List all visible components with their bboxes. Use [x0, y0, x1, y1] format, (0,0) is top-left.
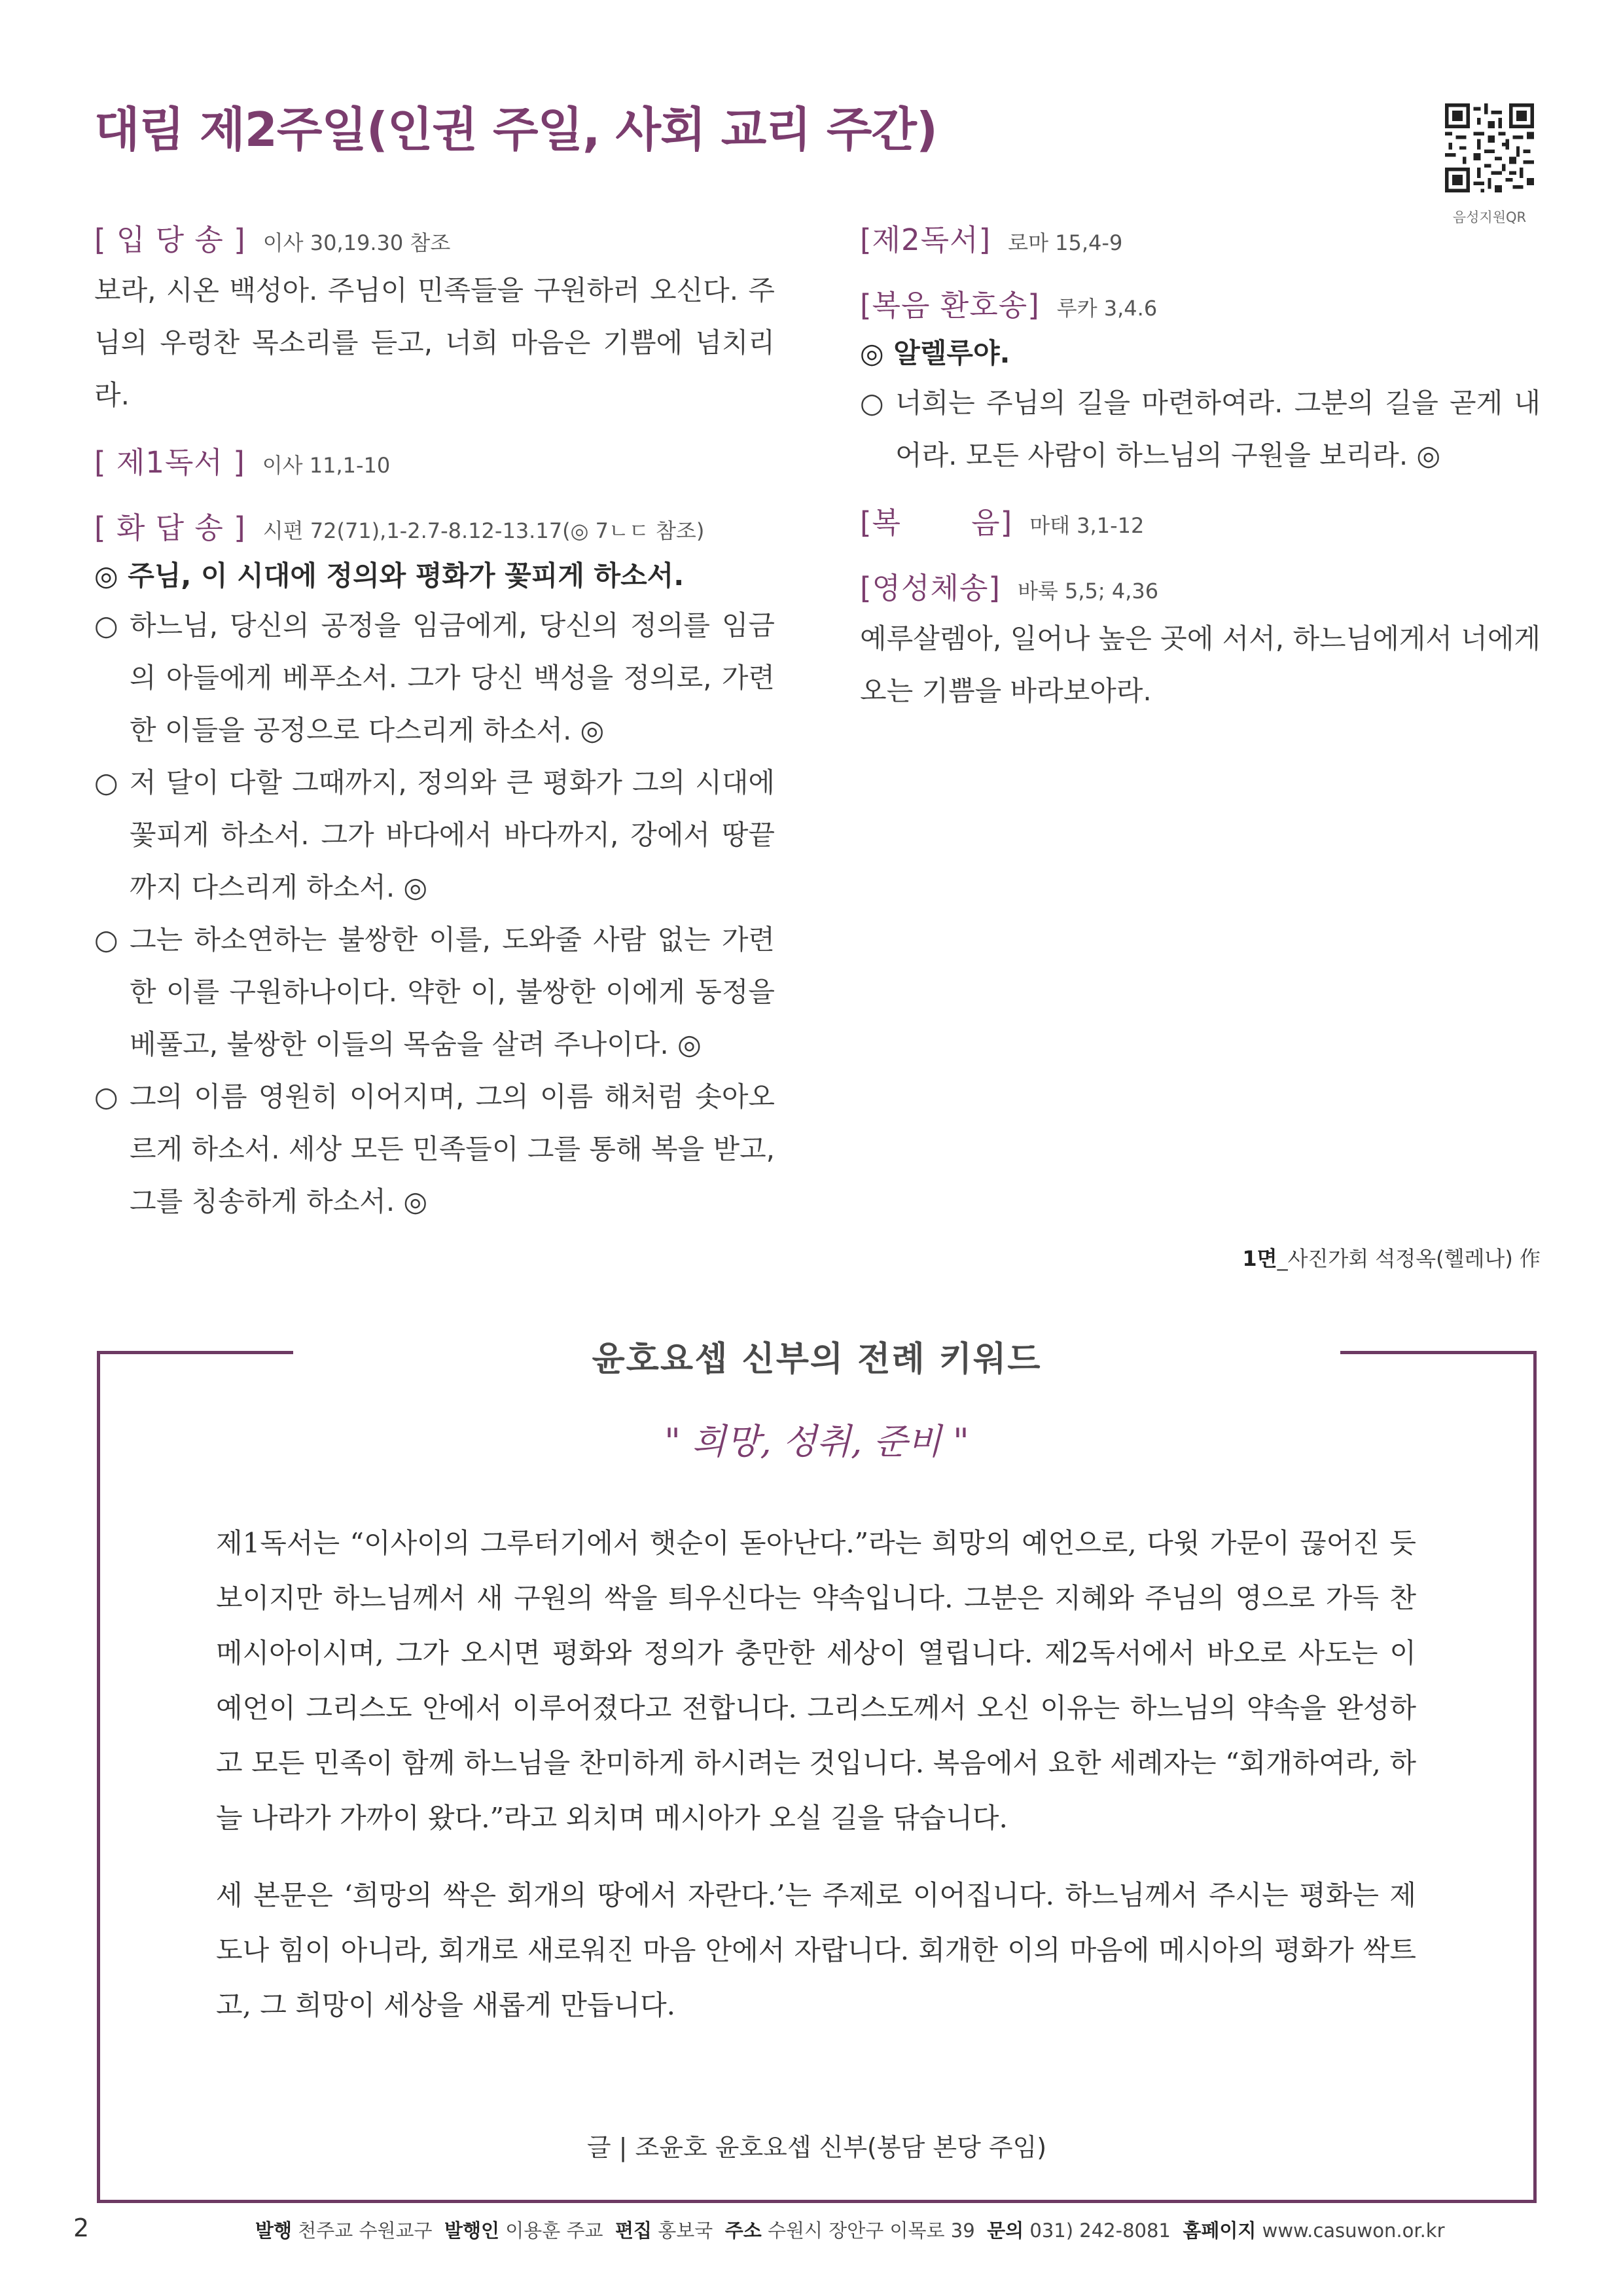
footer-label: 발행인 [444, 2219, 500, 2242]
psalm-verse-text: 저 달이 다할 그때까지, 정의와 큰 평화가 그의 시대에 꽃피게 하소서. 그가 바다에서 바다까지, 강에서 땅끝까지 다스리게 하소서. ◎ [130, 766, 775, 903]
verse-mark: ○ [860, 387, 884, 419]
acclamation-verse [860, 377, 1541, 482]
footer-info [255, 2216, 1445, 2243]
keyword-box-title: 윤호요셉 신부의 전례 키워드 [592, 1340, 1042, 1379]
footer-value: 홍보국 [658, 2219, 713, 2242]
psalm-verse-text: 그는 하소연하는 불쌍한 이를, 도와줄 사람 없는 가련한 이를 구원하나이다. 약한 이, 불쌍한 이에게 동정을 베풀고, 불쌍한 이들의 목숨을 살려 주나이다. ◎ [130, 924, 775, 1060]
second-reading-ref: 로마 15,4-9 [1008, 230, 1123, 255]
footer-label: 주소 [724, 2219, 762, 2242]
footer-value: 수원시 장안구 이목로 39 [768, 2219, 975, 2242]
footer-value: 이용훈 주교 [505, 2219, 603, 2242]
psalm-ref: 시편 72(71),1-2.7-8.12-13.17(◎ 7ㄴㄷ 참조) [262, 518, 705, 543]
gospel-acclamation-ref: 루카 3,4.6 [1056, 296, 1158, 321]
footer-label: 편집 [615, 2219, 652, 2242]
article-author: 글 | 조윤호 윤호요셉 신부(봉담 본당 주임) [586, 2133, 1047, 2162]
gospel-label: [복 음] [860, 505, 1013, 540]
verse-mark: ○ [94, 609, 118, 641]
psalm-verse [94, 600, 775, 757]
communion-antiphon-section [860, 564, 1541, 717]
entrance-label: [ 입 당 송 ] [94, 223, 246, 257]
keyword-box-body [216, 1516, 1416, 2055]
body-paragraph [216, 1516, 1416, 1846]
section-header [94, 439, 775, 487]
frame-top-left-line [97, 1351, 293, 1354]
acclamation-verse-text: 너희는 주님의 길을 마련하여라. 그분의 길을 곧게 내어라. 모든 사람이 하느님의 구원을 보리라. ◎ [895, 387, 1541, 471]
keyword-heading: " 희망, 성취, 준비 " [664, 1421, 969, 1462]
section-header [860, 499, 1541, 547]
credit-page: 1면 [1242, 1246, 1277, 1271]
gospel-ref: 마태 3,1-12 [1029, 513, 1145, 538]
paragraph-3: 복음에서 요한 세례자는 “회개하여라, 하늘 나라가 가까이 왔다.”라고 외치며 메시아가 오실 길을 닦습니다. [216, 1747, 1416, 1834]
right-column [860, 216, 1541, 734]
entrance-antiphon-section [94, 216, 775, 422]
body-paragraph [216, 1868, 1416, 2033]
page-number: 2 [73, 2214, 90, 2242]
paragraph-2: 제2독서에서 바오로 사도는 이 예언이 그리스도 안에서 이루어졌다고 전합니다. 그리스도께서 오신 이유는 하느님의 약속을 완성하고 모든 민족이 함께 하느님을 찬미하게 하시려는 것입니다. [216, 1637, 1416, 1779]
first-reading-section [94, 439, 775, 487]
psalm-verse [94, 914, 775, 1071]
section-header [94, 216, 775, 264]
psalm-section [94, 504, 775, 1228]
verse-mark: ○ [94, 924, 118, 956]
entrance-text: 보라, 시온 백성아. 주님이 민족들을 구원하러 오신다. 주님의 우렁찬 목소리를 듣고, 너희 마음은 기쁨에 넘치리라. [94, 274, 775, 411]
communion-text: 예루살렘아, 일어나 높은 곳에 서서, 하느님에게서 너에게 오는 기쁨을 바라보아라. [860, 622, 1541, 707]
second-reading-section [860, 216, 1541, 264]
paragraph-4: 세 본문은 ‘희망의 싹은 회개의 땅에서 자란다.’는 주제로 이어집니다. 하느님께서 주시는 평화는 제도나 힘이 아니라, 회개로 새로워진 마음 안에서 자랍니다. 회개한 이의 마음에 메시아의 평화가 싹트고, 그 희망이 세상을 새롭게 만듭니다. [216, 1879, 1416, 2021]
psalm-verse [94, 757, 775, 914]
qr-code-image[interactable] [1445, 103, 1534, 192]
credit-text: _사진가회 석정옥(헬레나) 作 [1277, 1246, 1541, 1271]
gospel-acclamation-section [860, 281, 1541, 482]
gospel-acclamation-label: [복음 환호송] [860, 288, 1040, 323]
photo-credit [860, 1242, 1541, 1272]
homepage-link[interactable]: www.casuwon.or.kr [1262, 2219, 1445, 2242]
footer-value: 천주교 수원교구 [298, 2219, 433, 2242]
psalm-label: [ 화 답 송 ] [94, 511, 246, 545]
psalm-verse [94, 1071, 775, 1228]
page-title: 대림 제2주일(인권 주일, 사회 교리 주간) [94, 102, 937, 157]
paragraph-1: 제1독서는 “이사이의 그루터기에서 햇순이 돋아난다.”라는 희망의 예언으로, 다윗 가문이 끊어진 듯 보이지만 하느님께서 새 구원의 싹을 틔우신다는 약속입니다. 그분은 지혜와 주님의 영으로 가득 찬 메시아이시며, 그가 오시면 평화와 정의가 충만한 세상이 열립니다. [216, 1527, 1416, 1669]
communion-label: [영성체송] [860, 571, 1001, 605]
psalm-response: ◎ 주님, 이 시대에 정의와 평화가 꽃피게 하소서. [94, 560, 685, 592]
first-reading-label: [ 제1독서 ] [94, 445, 245, 480]
alleluia-response: ◎ 알렐루야. [860, 337, 1010, 369]
communion-ref: 바룩 5,5; 4,36 [1018, 579, 1159, 603]
qr-caption: 음성지원QR [1452, 209, 1527, 225]
verse-mark: ○ [94, 766, 118, 798]
frame-top-right-line [1340, 1351, 1537, 1354]
footer-value: 031) 242-8081 [1029, 2219, 1171, 2242]
first-reading-ref: 이사 11,1-10 [262, 453, 391, 478]
psalm-verse-text: 하느님, 당신의 공정을 임금에게, 당신의 정의를 임금의 아들에게 베푸소서. 그가 당신 백성을 정의로, 가련한 이들을 공정으로 다스리게 하소서. ◎ [130, 609, 775, 746]
footer-label: 문의 [987, 2219, 1024, 2242]
psalm-verse-text: 그의 이름 영원히 이어지며, 그의 이름 해처럼 솟아오르게 하소서. 세상 모든 민족들이 그를 통해 복을 받고, 그를 칭송하게 하소서. ◎ [130, 1081, 775, 1217]
verse-mark: ○ [94, 1081, 118, 1113]
section-header [860, 216, 1541, 264]
gospel-section [860, 499, 1541, 547]
second-reading-label: [제2독서] [860, 223, 991, 257]
left-column [94, 216, 775, 1245]
section-header [860, 281, 1541, 330]
footer-label: 홈페이지 [1183, 2219, 1257, 2242]
entrance-ref: 이사 30,19.30 참조 [262, 230, 451, 255]
footer-label: 발행 [255, 2219, 293, 2242]
section-header [94, 504, 775, 552]
section-header [860, 564, 1541, 613]
